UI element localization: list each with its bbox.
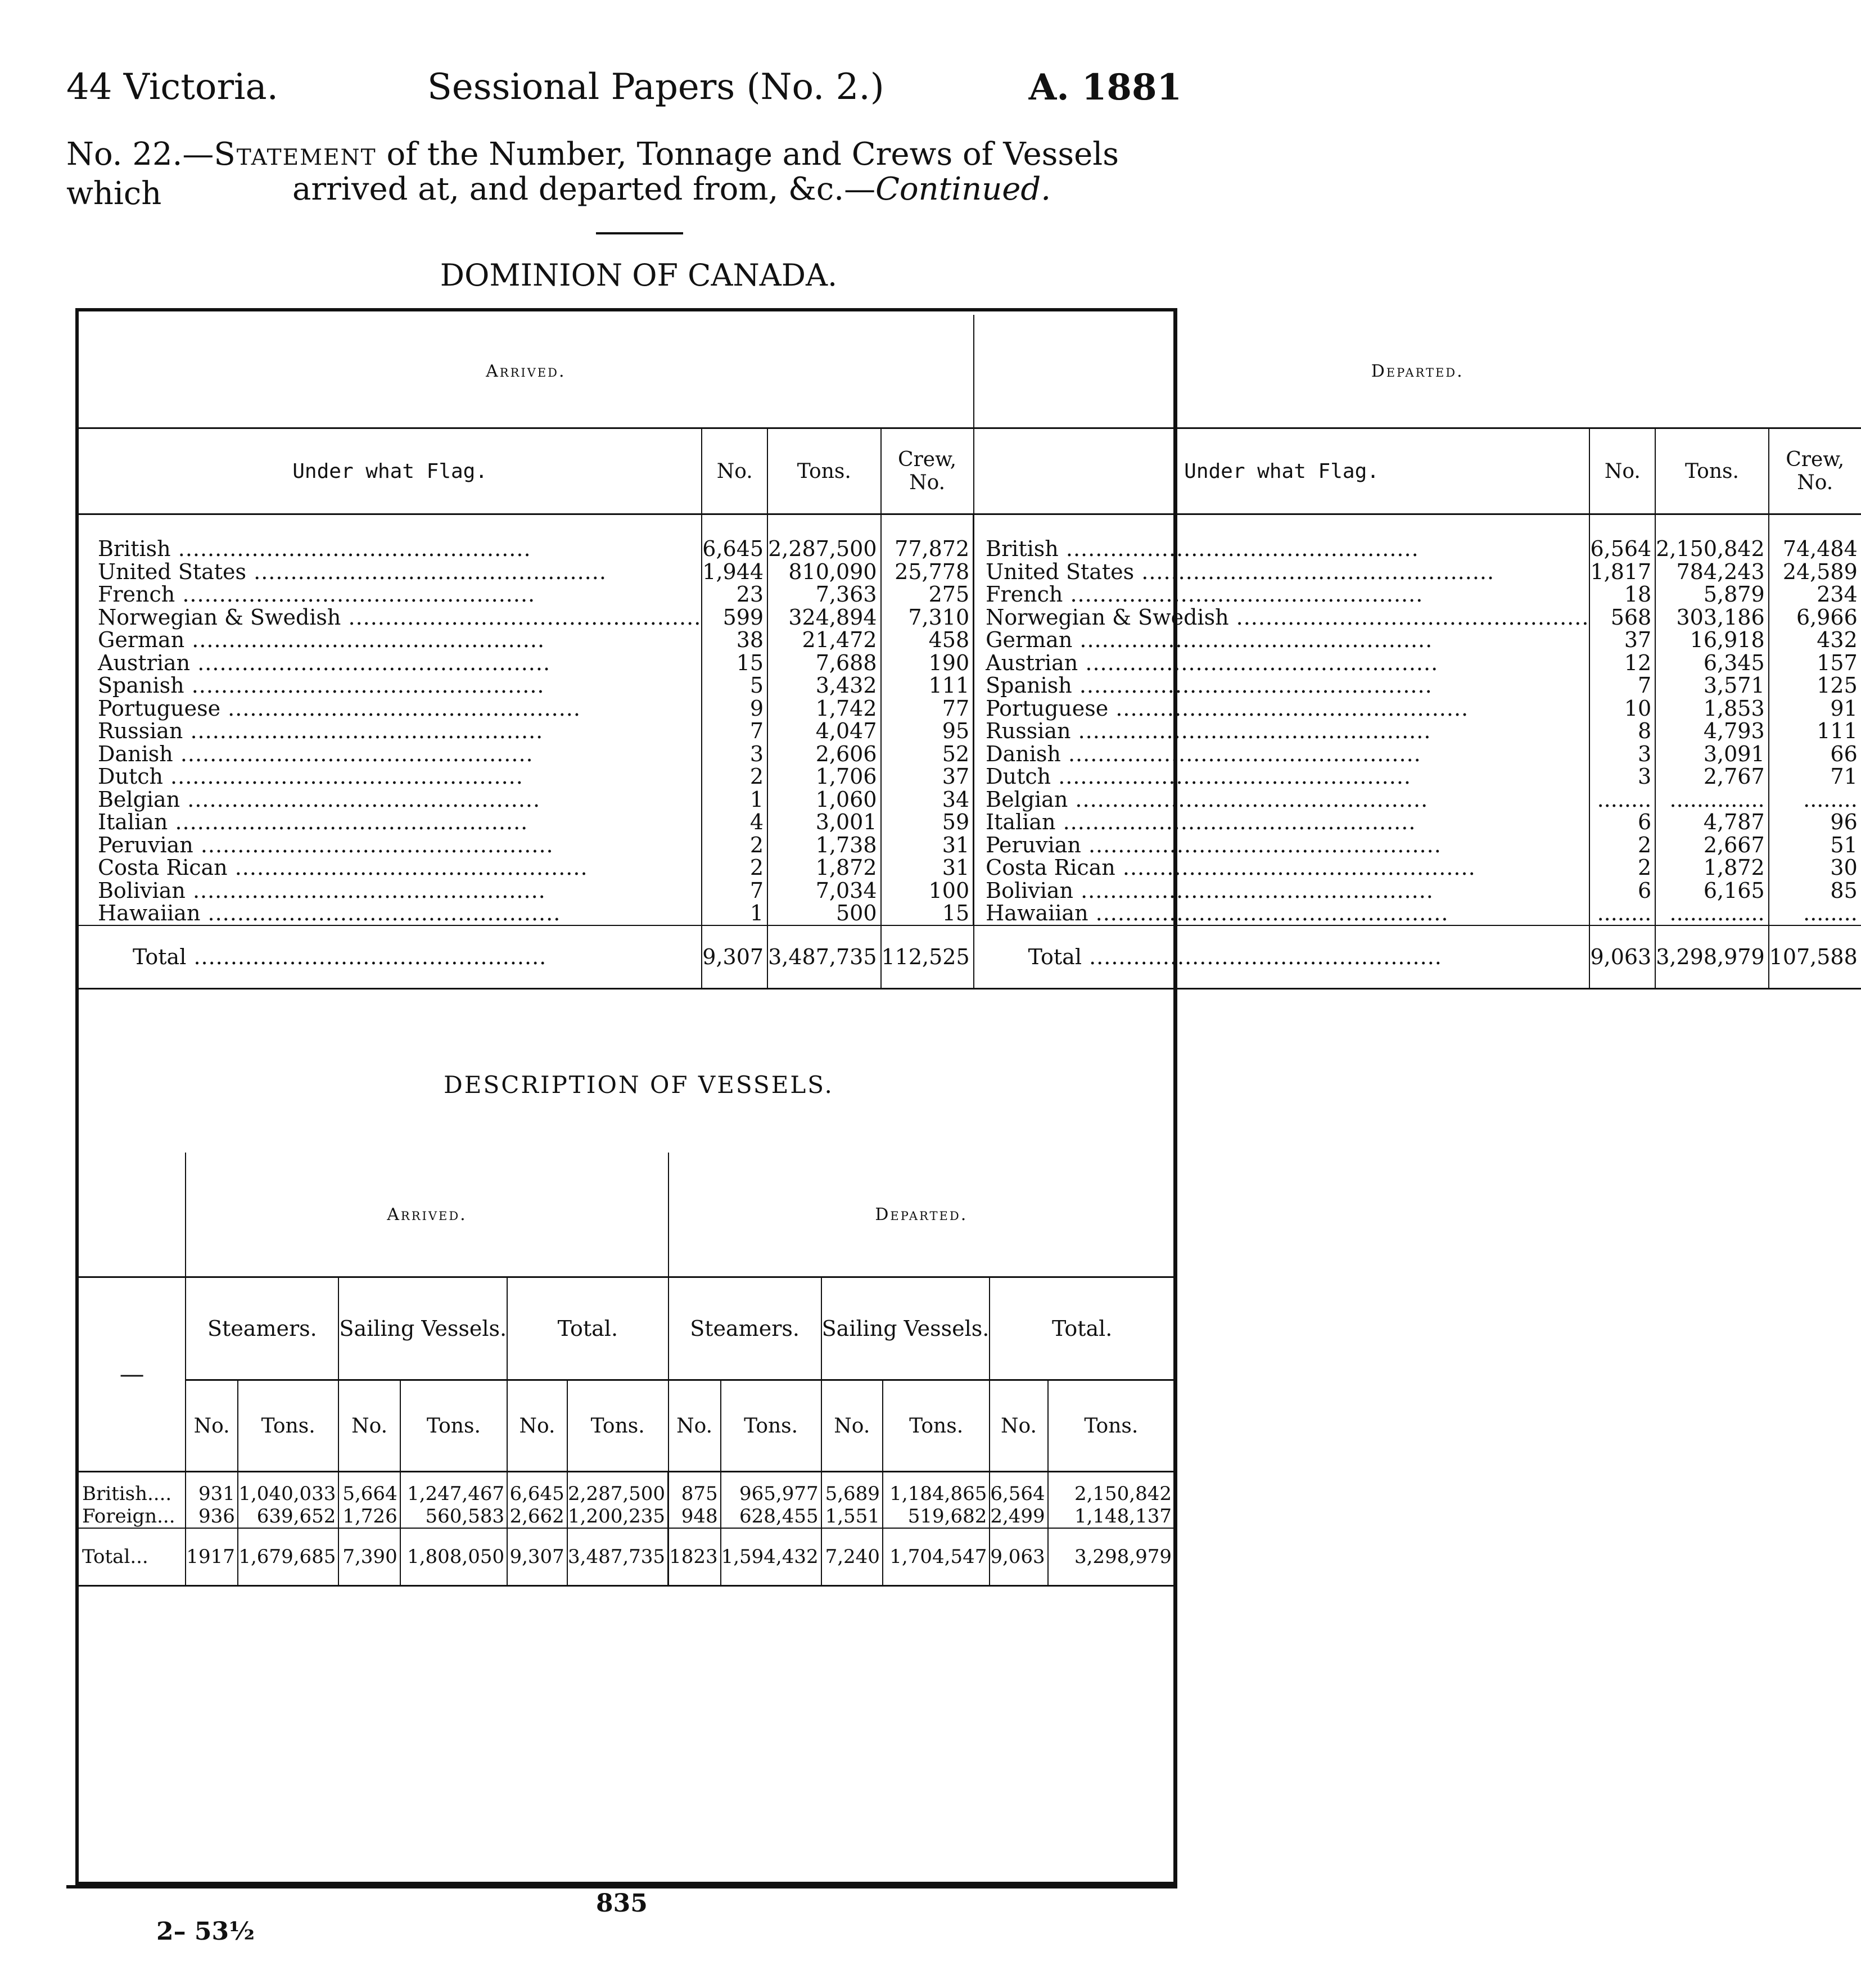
arrived-crew: 275 bbox=[881, 583, 974, 606]
arrived-vessel-count: 1 bbox=[702, 902, 767, 925]
departed-vessel-count: 37 bbox=[1589, 629, 1655, 652]
departed-flag-name bbox=[974, 788, 1590, 811]
departed-vessel-count: 6,564 bbox=[1589, 514, 1655, 561]
departed-vessel-count: 18 bbox=[1589, 583, 1655, 606]
departed-flag-name bbox=[974, 514, 1590, 561]
flag-table bbox=[79, 315, 1861, 990]
cell-d-t-no: 9,063 bbox=[990, 1528, 1047, 1586]
header-session: 44 Victoria. bbox=[66, 66, 278, 108]
flag-label: Belgian bbox=[98, 787, 180, 812]
departed-tonnage: 2,150,842 bbox=[1655, 514, 1768, 561]
flag-label: Dutch bbox=[98, 764, 163, 789]
departed-crew: 96 bbox=[1769, 811, 1861, 834]
arrived-crew: 59 bbox=[881, 811, 974, 834]
departed-crew: 234 bbox=[1769, 583, 1861, 606]
flag-label: Austrian bbox=[986, 650, 1078, 675]
departed-vessel-count: 6 bbox=[1589, 811, 1655, 834]
arrived-tonnage: 500 bbox=[767, 902, 880, 925]
flag-row bbox=[79, 720, 1861, 743]
frame-bottom-rule bbox=[66, 1885, 1177, 1888]
flag-label: Costa Rican bbox=[98, 855, 228, 880]
cell-a-sv-tons: 1,247,467 bbox=[400, 1472, 507, 1506]
departed-crew: ........ bbox=[1769, 902, 1861, 925]
departed-crew: 432 bbox=[1769, 629, 1861, 652]
arrived-flag-name bbox=[79, 674, 702, 697]
vessel-class-row bbox=[79, 1472, 1174, 1506]
arrived-flag-name bbox=[79, 652, 702, 675]
departed-flag-name bbox=[974, 583, 1590, 606]
departed-crew: ........ bbox=[1769, 788, 1861, 811]
arrived-sailing-header: Sailing Vessels. bbox=[338, 1277, 507, 1380]
flag-row bbox=[79, 788, 1861, 811]
arrived-vessel-count: 599 bbox=[702, 606, 767, 629]
departed-total-crew: 107,588 bbox=[1769, 925, 1861, 989]
arrived-total-label: Total ..... bbox=[79, 925, 702, 989]
signature-mark: 2– 53½ bbox=[156, 1917, 255, 1946]
departed-crew: 125 bbox=[1769, 674, 1861, 697]
arrived-crew: 31 bbox=[881, 856, 974, 879]
flag-label: Portuguese bbox=[986, 695, 1109, 721]
arrived-tonnage: 2,606 bbox=[767, 743, 880, 766]
desc-departed-heading: Departed. bbox=[668, 1153, 1174, 1277]
arrived-crew: 31 bbox=[881, 834, 974, 857]
flag-row bbox=[79, 765, 1861, 788]
arrived-flag-name bbox=[79, 743, 702, 766]
cell-d-sv-tons: 1,704,547 bbox=[883, 1528, 990, 1586]
flag-row bbox=[79, 629, 1861, 652]
arrived-crew-header: Crew, No. bbox=[881, 428, 974, 514]
departed-vessel-count: 8 bbox=[1589, 720, 1655, 743]
cell-a-t-tons: 1,200,235 bbox=[567, 1505, 668, 1528]
departed-flag-name bbox=[974, 765, 1590, 788]
flag-label: Russian bbox=[986, 719, 1071, 743]
cell-a-st-tons: 639,652 bbox=[238, 1505, 339, 1528]
flag-label: Dutch bbox=[986, 764, 1051, 789]
flag-row bbox=[79, 561, 1861, 584]
flag-label: Italian bbox=[986, 810, 1056, 834]
cell-d-t-tons: 1,148,137 bbox=[1048, 1505, 1174, 1528]
arrived-crew: 37 bbox=[881, 765, 974, 788]
desc-arrived-heading: Arrived. bbox=[186, 1153, 668, 1277]
departed-tonnage: 3,091 bbox=[1655, 743, 1768, 766]
departed-crew: 24,589 bbox=[1769, 561, 1861, 584]
arrived-tonnage: 4,047 bbox=[767, 720, 880, 743]
arrived-steamers-tons-header: Tons. bbox=[238, 1380, 339, 1472]
arrived-tonnage: 1,706 bbox=[767, 765, 880, 788]
departed-crew: 157 bbox=[1769, 652, 1861, 675]
cell-a-sv-tons: 560,583 bbox=[400, 1505, 507, 1528]
departed-flag-name bbox=[974, 743, 1590, 766]
cell-d-sv-no: 7,240 bbox=[821, 1528, 883, 1586]
cell-d-t-no: 6,564 bbox=[990, 1472, 1047, 1506]
cell-a-t-tons: 3,487,735 bbox=[567, 1528, 668, 1586]
arrived-crew: 7,310 bbox=[881, 606, 974, 629]
cell-a-st-no: 1917 bbox=[186, 1528, 238, 1586]
flag-row bbox=[79, 902, 1861, 925]
arrived-crew: 77,872 bbox=[881, 514, 974, 561]
arrived-vessel-count: 5 bbox=[702, 674, 767, 697]
vessel-class-row bbox=[79, 1505, 1174, 1528]
departed-crew: 66 bbox=[1769, 743, 1861, 766]
departed-vessel-count: 2 bbox=[1589, 834, 1655, 857]
statement-word: Statement bbox=[214, 136, 377, 173]
arrived-tonnage: 1,060 bbox=[767, 788, 880, 811]
flag-label: British bbox=[98, 536, 171, 561]
flag-row bbox=[79, 674, 1861, 697]
departed-vessel-count: 3 bbox=[1589, 765, 1655, 788]
departed-flag-header: Under what Flag. bbox=[974, 428, 1590, 514]
departed-vessel-count: 3 bbox=[1589, 743, 1655, 766]
arrived-flag-name bbox=[79, 514, 702, 561]
arrived-crew: 34 bbox=[881, 788, 974, 811]
cell-d-t-tons: 3,298,979 bbox=[1048, 1528, 1174, 1586]
departed-tonnage: 2,767 bbox=[1655, 765, 1768, 788]
arrived-vessel-count: 2 bbox=[702, 834, 767, 857]
arrived-vessel-count: 1,944 bbox=[702, 561, 767, 584]
flag-label: Costa Rican bbox=[986, 855, 1115, 880]
arrived-flag-name bbox=[79, 902, 702, 925]
arrived-vessel-count: 1 bbox=[702, 788, 767, 811]
flag-label: Norwegian & Swedish bbox=[986, 604, 1229, 630]
flag-label: French bbox=[98, 582, 175, 607]
flag-row bbox=[79, 834, 1861, 857]
flag-label: Norwegian & Swedish bbox=[98, 604, 341, 630]
arrived-flag-name bbox=[79, 606, 702, 629]
departed-crew: 6,966 bbox=[1769, 606, 1861, 629]
departed-tonnage: 6,165 bbox=[1655, 879, 1768, 902]
arrived-sailing-tons-header: Tons. bbox=[400, 1380, 507, 1472]
flag-label: German bbox=[98, 627, 185, 652]
cell-a-t-tons: 2,287,500 bbox=[567, 1472, 668, 1506]
arrived-sailing-no-header: No. bbox=[338, 1380, 400, 1472]
cell-a-sv-no: 1,726 bbox=[338, 1505, 400, 1528]
departed-steamers-header: Steamers. bbox=[668, 1277, 821, 1380]
flag-label: Italian bbox=[98, 810, 168, 834]
arrived-flag-name bbox=[79, 697, 702, 720]
arrived-steamers-header: Steamers. bbox=[186, 1277, 338, 1380]
arrived-tonnage: 7,688 bbox=[767, 652, 880, 675]
arrived-vessel-count: 3 bbox=[702, 743, 767, 766]
departed-sailing-header: Sailing Vessels. bbox=[821, 1277, 990, 1380]
cell-a-st-tons: 1,040,033 bbox=[238, 1472, 339, 1506]
departed-tonnage: 4,793 bbox=[1655, 720, 1768, 743]
flag-row bbox=[79, 743, 1861, 766]
statement-title-cont: arrived at, and departed from, &c.— bbox=[292, 171, 876, 207]
arrived-tonnage: 3,001 bbox=[767, 811, 880, 834]
page-number: 835 bbox=[596, 1889, 648, 1918]
continued-label: Continued. bbox=[875, 171, 1051, 207]
flag-label: British bbox=[986, 536, 1059, 561]
vessel-class-label: Total... bbox=[79, 1528, 186, 1586]
flag-row bbox=[79, 583, 1861, 606]
dominion-heading: DOMINION OF CANADA. bbox=[440, 257, 838, 293]
header-sessional-papers: Sessional Papers (No. 2.) bbox=[427, 66, 884, 108]
departed-tonnage: 2,667 bbox=[1655, 834, 1768, 857]
arrived-heading: Arrived. bbox=[486, 361, 566, 381]
arrived-vessel-count: 2 bbox=[702, 856, 767, 879]
arrived-crew: 111 bbox=[881, 674, 974, 697]
arrived-crew: 190 bbox=[881, 652, 974, 675]
arrived-total-no: 9,307 bbox=[702, 925, 767, 989]
arrived-flag-name bbox=[79, 720, 702, 743]
arrived-tonnage: 810,090 bbox=[767, 561, 880, 584]
arrived-vessel-count: 7 bbox=[702, 720, 767, 743]
departed-vessel-count: ........ bbox=[1589, 902, 1655, 925]
cell-a-st-no: 931 bbox=[186, 1472, 238, 1506]
arrived-tonnage: 7,034 bbox=[767, 879, 880, 902]
departed-crew: 74,484 bbox=[1769, 514, 1861, 561]
flag-label: Bolivian bbox=[98, 878, 186, 903]
departed-flag-name bbox=[974, 902, 1590, 925]
flag-row bbox=[79, 514, 1861, 561]
arrived-total-crew: 112,525 bbox=[881, 925, 974, 989]
vessel-class-label: British.... bbox=[82, 1483, 172, 1505]
description-blank-corner bbox=[79, 1153, 186, 1277]
departed-tonnage: .............. bbox=[1655, 788, 1768, 811]
arrived-total-tons-header: Tons. bbox=[567, 1380, 668, 1472]
arrived-tonnage: 1,742 bbox=[767, 697, 880, 720]
departed-crew: 85 bbox=[1769, 879, 1861, 902]
arrived-crew: 458 bbox=[881, 629, 974, 652]
departed-tonnage: 784,243 bbox=[1655, 561, 1768, 584]
flag-label: French bbox=[986, 582, 1063, 607]
description-dash: — bbox=[79, 1277, 186, 1472]
flag-label: Danish bbox=[986, 741, 1061, 766]
departed-tonnage: .............. bbox=[1655, 902, 1768, 925]
arrived-flag-name bbox=[79, 583, 702, 606]
cell-a-t-no: 9,307 bbox=[507, 1528, 567, 1586]
cell-d-sv-no: 1,551 bbox=[821, 1505, 883, 1528]
departed-tonnage: 4,787 bbox=[1655, 811, 1768, 834]
header-year: A. 1881 bbox=[1028, 66, 1182, 109]
arrived-crew: 100 bbox=[881, 879, 974, 902]
departed-flag-name bbox=[974, 697, 1590, 720]
flag-label: Hawaiian bbox=[986, 901, 1088, 925]
flag-label: Austrian bbox=[98, 650, 191, 675]
cell-a-t-no: 2,662 bbox=[507, 1505, 567, 1528]
statement-title-rest: of the Number, Tonnage and Crews of Vessels which bbox=[66, 136, 1119, 212]
arrived-total-tons: 3,487,735 bbox=[767, 925, 880, 989]
vessel-class-label: Foreign... bbox=[82, 1505, 175, 1528]
departed-crew: 111 bbox=[1769, 720, 1861, 743]
cell-a-sv-tons: 1,808,050 bbox=[400, 1528, 507, 1586]
departed-total-no: 9,063 bbox=[1589, 925, 1655, 989]
cell-d-t-tons: 2,150,842 bbox=[1048, 1472, 1174, 1506]
arrived-flag-name bbox=[79, 856, 702, 879]
arrived-crew: 15 bbox=[881, 902, 974, 925]
arrived-vessel-count: 9 bbox=[702, 697, 767, 720]
departed-flag-name bbox=[974, 629, 1590, 652]
cell-a-st-tons: 1,679,685 bbox=[238, 1528, 339, 1586]
departed-flag-name bbox=[974, 720, 1590, 743]
arrived-no-header: No. bbox=[702, 428, 767, 514]
flag-label: Peruvian bbox=[986, 832, 1081, 857]
departed-sailing-no-header: No. bbox=[821, 1380, 883, 1472]
arrived-flag-name bbox=[79, 879, 702, 902]
arrived-crew: 52 bbox=[881, 743, 974, 766]
arrived-vessel-count: 38 bbox=[702, 629, 767, 652]
cell-d-st-no: 948 bbox=[668, 1505, 721, 1528]
arrived-crew: 95 bbox=[881, 720, 974, 743]
statement-number: No. 22.— bbox=[66, 136, 214, 173]
arrived-tonnage: 1,872 bbox=[767, 856, 880, 879]
departed-tonnage: 5,879 bbox=[1655, 583, 1768, 606]
arrived-vessel-count: 4 bbox=[702, 811, 767, 834]
flag-label: United States bbox=[986, 559, 1135, 584]
departed-heading: Departed. bbox=[974, 315, 1861, 428]
departed-total-label: Total ..... bbox=[974, 925, 1590, 989]
departed-tonnage: 303,186 bbox=[1655, 606, 1768, 629]
departed-vessel-count: 6 bbox=[1589, 879, 1655, 902]
departed-vessel-count: 10 bbox=[1589, 697, 1655, 720]
arrived-vessel-count: 15 bbox=[702, 652, 767, 675]
arrived-tonnage: 2,287,500 bbox=[767, 514, 880, 561]
arrived-crew: 25,778 bbox=[881, 561, 974, 584]
departed-no-header: No. bbox=[1589, 428, 1655, 514]
departed-flag-name bbox=[974, 879, 1590, 902]
departed-flag-name bbox=[974, 811, 1590, 834]
departed-flag-name bbox=[974, 834, 1590, 857]
description-table bbox=[79, 1153, 1174, 1587]
flag-label: Spanish bbox=[98, 673, 184, 698]
arrived-vessel-count: 7 bbox=[702, 879, 767, 902]
departed-vessel-count: 12 bbox=[1589, 652, 1655, 675]
departed-flag-name bbox=[974, 561, 1590, 584]
departed-flag-name bbox=[974, 674, 1590, 697]
arrived-total-header: Total. bbox=[507, 1277, 668, 1380]
departed-flag-name bbox=[974, 856, 1590, 879]
description-heading: DESCRIPTION OF VESSELS. bbox=[444, 1071, 834, 1099]
cell-a-t-no: 6,645 bbox=[507, 1472, 567, 1506]
departed-tonnage: 16,918 bbox=[1655, 629, 1768, 652]
departed-crew: 30 bbox=[1769, 856, 1861, 879]
flag-label: Bolivian bbox=[986, 878, 1073, 903]
arrived-flag-name bbox=[79, 834, 702, 857]
departed-crew: 51 bbox=[1769, 834, 1861, 857]
flag-label: Portuguese bbox=[98, 695, 221, 721]
flag-label: Belgian bbox=[986, 787, 1068, 812]
flag-label: Russian bbox=[98, 719, 183, 743]
departed-crew-header: Crew, No. bbox=[1769, 428, 1861, 514]
arrived-flag-header: Under what Flag. bbox=[79, 428, 702, 514]
cell-a-sv-no: 7,390 bbox=[338, 1528, 400, 1586]
departed-total-header: Total. bbox=[990, 1277, 1174, 1380]
departed-tonnage: 1,872 bbox=[1655, 856, 1768, 879]
flag-label: Peruvian bbox=[98, 832, 193, 857]
departed-flag-name bbox=[974, 652, 1590, 675]
arrived-tonnage: 3,432 bbox=[767, 674, 880, 697]
flag-label: German bbox=[986, 627, 1073, 652]
title-rule bbox=[596, 232, 683, 234]
flag-row bbox=[79, 606, 1861, 629]
flag-label: Spanish bbox=[986, 673, 1072, 698]
departed-tonnage: 3,571 bbox=[1655, 674, 1768, 697]
vessel-total-row bbox=[79, 1528, 1174, 1586]
cell-d-sv-no: 5,689 bbox=[821, 1472, 883, 1506]
departed-vessel-count: 1,817 bbox=[1589, 561, 1655, 584]
departed-flag-name bbox=[974, 606, 1590, 629]
flag-row bbox=[79, 856, 1861, 879]
departed-vessel-count: 568 bbox=[1589, 606, 1655, 629]
cell-d-sv-tons: 519,682 bbox=[883, 1505, 990, 1528]
arrived-flag-name bbox=[79, 811, 702, 834]
departed-vessel-count: 2 bbox=[1589, 856, 1655, 879]
arrived-crew: 77 bbox=[881, 697, 974, 720]
cell-d-st-tons: 1,594,432 bbox=[721, 1528, 821, 1586]
arrived-tons-header: Tons. bbox=[767, 428, 880, 514]
flag-row bbox=[79, 697, 1861, 720]
cell-d-st-tons: 628,455 bbox=[721, 1505, 821, 1528]
departed-crew: 71 bbox=[1769, 765, 1861, 788]
departed-tonnage: 1,853 bbox=[1655, 697, 1768, 720]
cell-a-sv-no: 5,664 bbox=[338, 1472, 400, 1506]
arrived-total-no-header: No. bbox=[507, 1380, 567, 1472]
arrived-steamers-no-header: No. bbox=[186, 1380, 238, 1472]
departed-steamers-no-header: No. bbox=[668, 1380, 721, 1472]
departed-crew: 91 bbox=[1769, 697, 1861, 720]
cell-a-st-no: 936 bbox=[186, 1505, 238, 1528]
cell-d-st-no: 1823 bbox=[668, 1528, 721, 1586]
departed-vessel-count: 7 bbox=[1589, 674, 1655, 697]
cell-d-st-no: 875 bbox=[668, 1472, 721, 1506]
arrived-flag-name bbox=[79, 629, 702, 652]
flag-row bbox=[79, 811, 1861, 834]
statement-title-line2 bbox=[292, 170, 1192, 209]
arrived-tonnage: 21,472 bbox=[767, 629, 880, 652]
departed-total-tons: 3,298,979 bbox=[1655, 925, 1768, 989]
departed-total-no-header: No. bbox=[990, 1380, 1047, 1472]
departed-steamers-tons-header: Tons. bbox=[721, 1380, 821, 1472]
departed-total-tons-header: Tons. bbox=[1048, 1380, 1174, 1472]
cell-d-st-tons: 965,977 bbox=[721, 1472, 821, 1506]
flag-label: United States bbox=[98, 559, 247, 584]
flag-row bbox=[79, 652, 1861, 675]
cell-d-sv-tons: 1,184,865 bbox=[883, 1472, 990, 1506]
departed-sailing-tons-header: Tons. bbox=[883, 1380, 990, 1472]
arrived-tonnage: 324,894 bbox=[767, 606, 880, 629]
flag-label: Hawaiian bbox=[98, 901, 201, 925]
arrived-flag-name bbox=[79, 561, 702, 584]
departed-tonnage: 6,345 bbox=[1655, 652, 1768, 675]
departed-vessel-count: ........ bbox=[1589, 788, 1655, 811]
flag-row bbox=[79, 879, 1861, 902]
arrived-vessel-count: 6,645 bbox=[702, 514, 767, 561]
arrived-vessel-count: 23 bbox=[702, 583, 767, 606]
arrived-tonnage: 1,738 bbox=[767, 834, 880, 857]
departed-tons-header: Tons. bbox=[1655, 428, 1768, 514]
flag-label: Danish bbox=[98, 741, 173, 766]
arrived-tonnage: 7,363 bbox=[767, 583, 880, 606]
cell-d-t-no: 2,499 bbox=[990, 1505, 1047, 1528]
arrived-vessel-count: 2 bbox=[702, 765, 767, 788]
arrived-flag-name bbox=[79, 788, 702, 811]
arrived-flag-name bbox=[79, 765, 702, 788]
